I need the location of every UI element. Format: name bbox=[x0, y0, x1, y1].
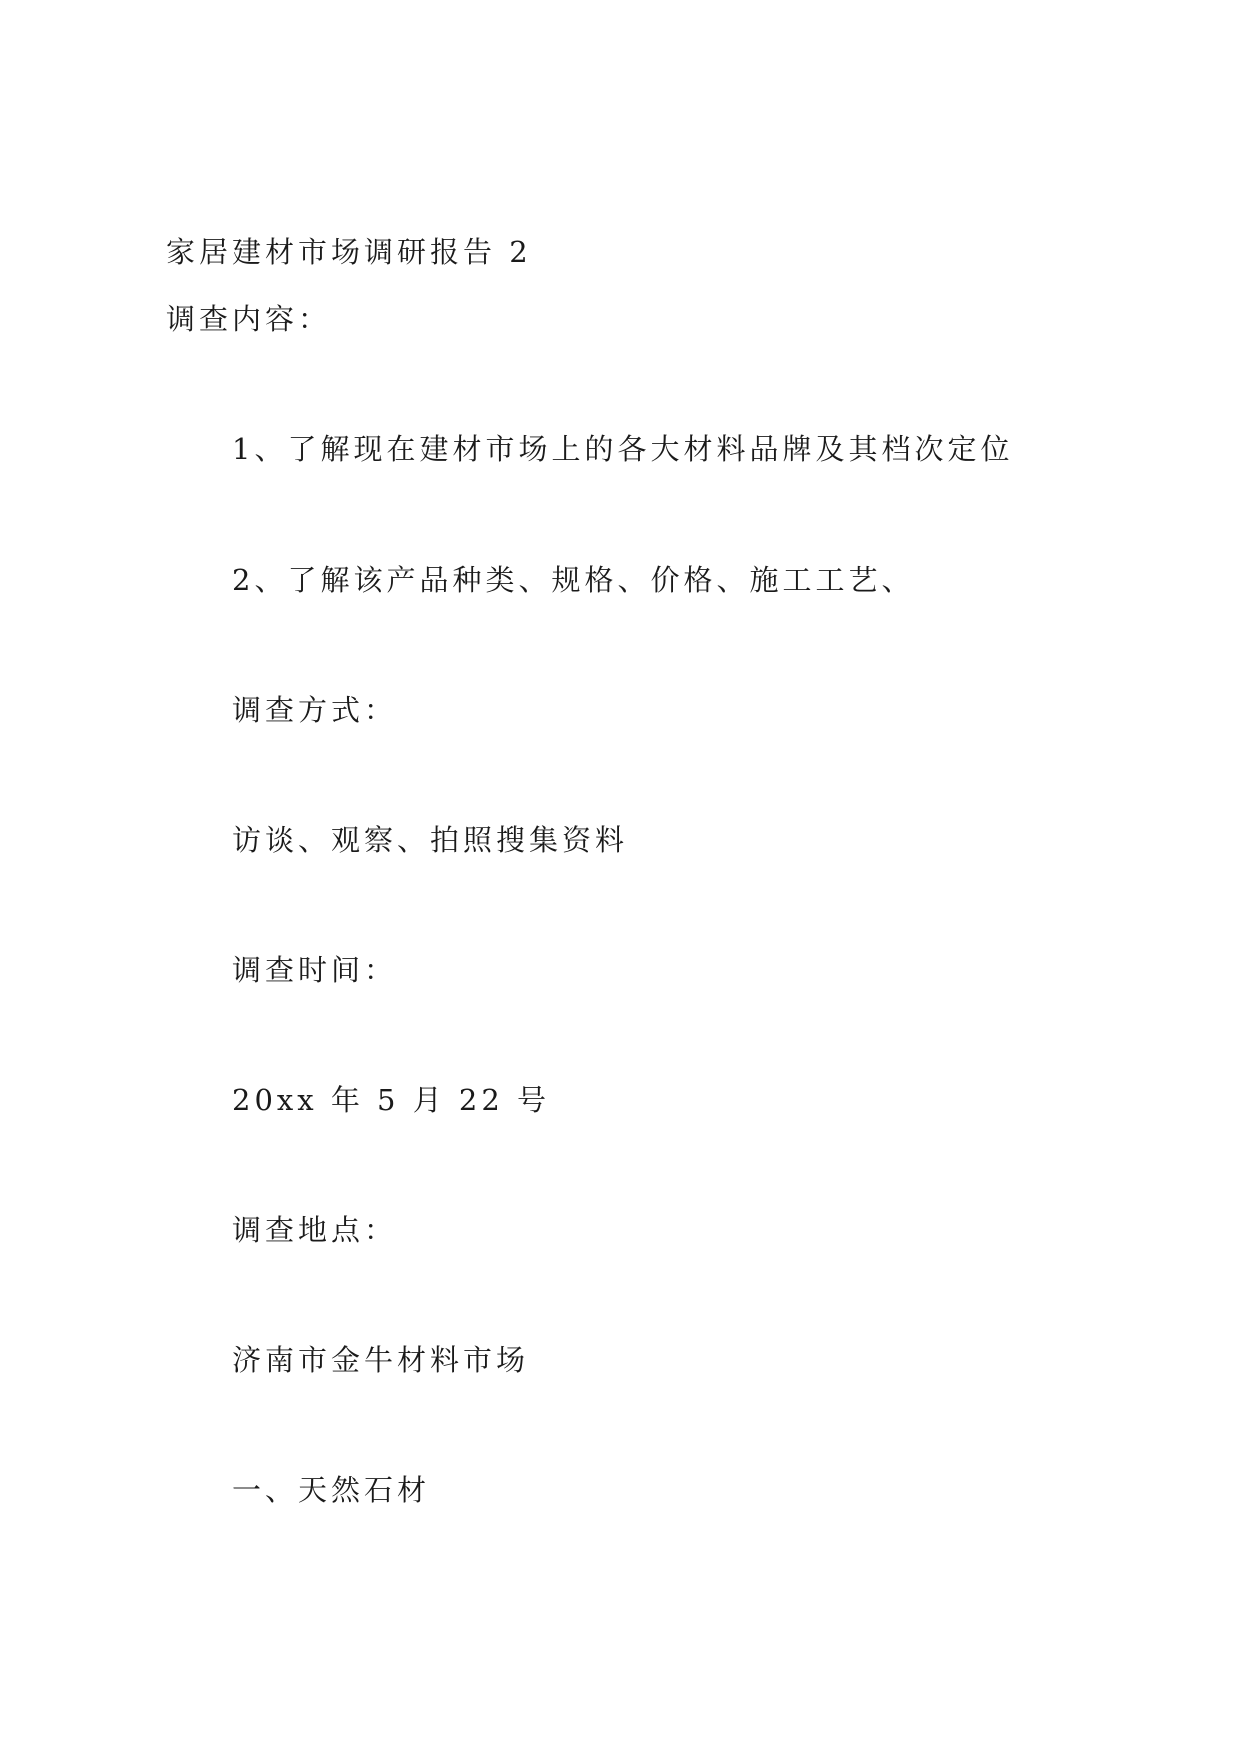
place-heading: 调查地点： bbox=[232, 1213, 398, 1247]
document-title: 家居建材市场调研报告 2 bbox=[166, 235, 532, 269]
content-heading: 调查内容： bbox=[166, 302, 332, 336]
place-value: 济南市金牛材料市场 bbox=[232, 1343, 530, 1377]
content-item: 1、了解现在建材市场上的各大材料品牌及其档次定位 bbox=[232, 432, 1014, 466]
time-value: 20xx 年 5 月 22 号 bbox=[232, 1083, 551, 1117]
method-heading: 调查方式： bbox=[232, 693, 398, 727]
content-item: 2、了解该产品种类、规格、价格、施工工艺、 bbox=[232, 563, 915, 597]
method-value: 访谈、观察、拍照搜集资料 bbox=[232, 823, 629, 857]
section-heading: 一、天然石材 bbox=[232, 1473, 431, 1507]
time-heading: 调查时间： bbox=[232, 953, 398, 987]
